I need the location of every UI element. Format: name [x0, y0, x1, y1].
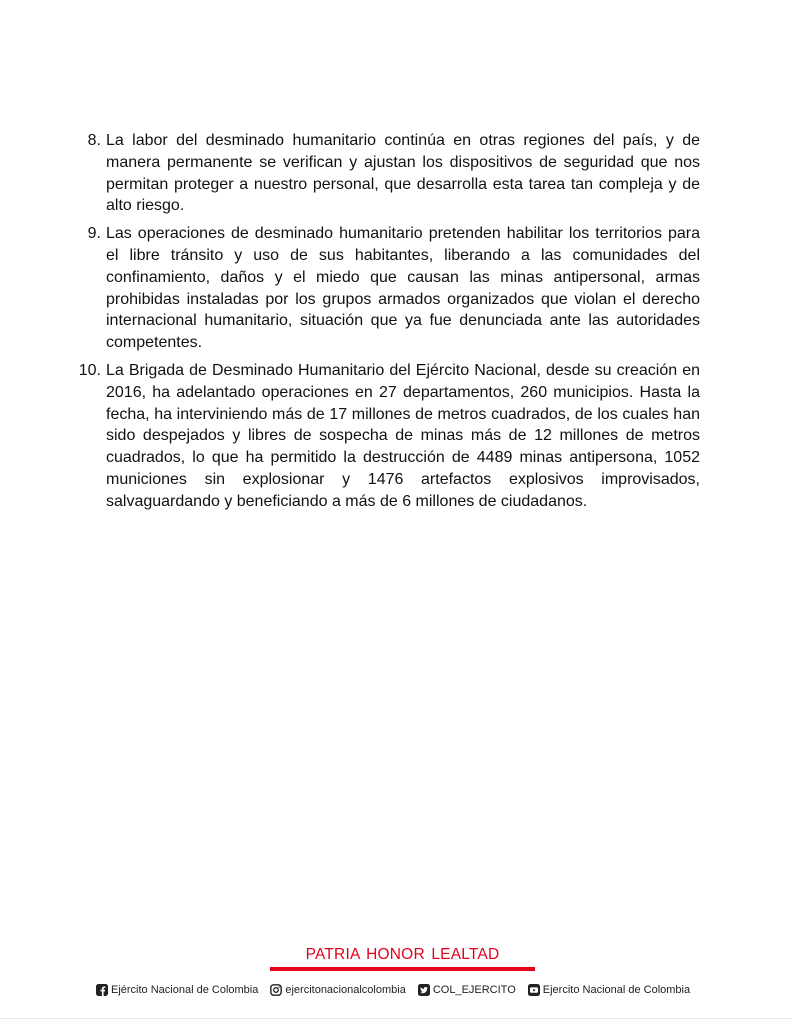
motto-underline	[270, 967, 535, 971]
list-item	[76, 223, 700, 354]
motto-text: PATRIA HONOR LEALTAD	[305, 946, 500, 963]
list-item	[76, 360, 700, 513]
footer-motto	[270, 945, 535, 971]
instagram-icon	[270, 984, 282, 996]
item-number: 8.	[87, 132, 101, 149]
facebook-icon	[96, 984, 108, 996]
item-text: La labor del desminado humanitario continúa en otras regiones del país, y de manera permanente se verifican y ajustan los dispositivos de seguridad que nos permitan proteger a nuestro personal, que desarrolla esta tarea tan compleja y de alto riesgo.	[106, 132, 700, 215]
item-text: Las operaciones de desminado humanitario pretenden habilitar los territorios para el libre tránsito y uso de sus habitantes, liberando a las comunidades del confinamiento, daños y el miedo que causan las minas antipersonal, armas prohibidas instaladas por los grupos armados organizados que violan el derecho internacional humanitario, situación que ya fue denunciada ante las autoridades competentes.	[106, 225, 700, 352]
item-text: La Brigada de Desminado Humanitario del Ejército Nacional, desde su creación en 2016, ha adelantado operaciones en 27 departamentos, 260 municipios. Hasta la fecha, ha interviniendo más de 17 millones de metros cuadrados, de los cuales han sido despejados y libres de sospecha de minas más de 12 millones de metros cuadrados, lo que ha permitido la destrucción de 4489 minas antipersona, 1052 municiones sin explosionar y 1476 artefactos explosivos improvisados, salvaguardando y beneficiando a más de 6 millones de ciudadanos.	[106, 361, 700, 510]
youtube-icon	[528, 984, 540, 996]
social-youtube[interactable]	[528, 984, 690, 996]
social-label: COL_EJERCITO	[432, 984, 516, 996]
list-item	[76, 130, 700, 217]
item-number: 9.	[87, 225, 101, 243]
twitter-icon	[418, 984, 430, 996]
social-label: ejercitonacionalcolombia	[285, 984, 406, 996]
social-label: Ejercito Nacional de Colombia	[542, 984, 691, 996]
social-facebook[interactable]	[96, 984, 258, 996]
social-instagram[interactable]	[270, 984, 405, 996]
social-label: Ejército Nacional de Colombia	[111, 984, 259, 996]
numbered-list	[76, 130, 700, 519]
item-number: 10.	[78, 361, 101, 379]
social-links	[96, 984, 690, 996]
social-twitter[interactable]	[418, 984, 516, 996]
page-edge-divider	[0, 1018, 792, 1019]
